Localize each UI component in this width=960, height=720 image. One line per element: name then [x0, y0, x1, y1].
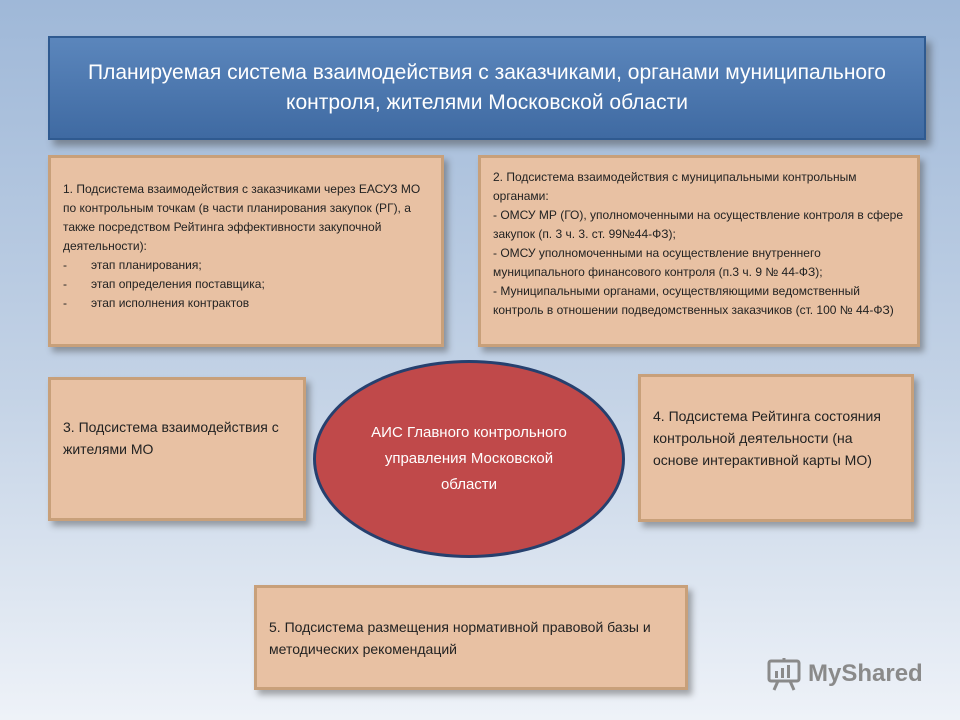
subsystem-5-text: 5. Подсистема размещения нормативной правовой базы и методических рекомендаций [269, 619, 651, 657]
subsystem-4-text: 4. Подсистема Рейтинга состояния контрольной деятельности (на основе интерактивной карты МО) [653, 408, 881, 468]
center-system-text: АИС Главного контрольного управления Московской области [371, 424, 567, 493]
subsystem-2-line: - ОМСУ МР (ГО), уполномоченными на осуществление контроля в сфере закупок (п. 3 ч. 3. ст. 99№44-ФЗ); [493, 208, 904, 241]
watermark-text: MyShared [808, 660, 923, 687]
watermark-logo [766, 654, 923, 694]
subsystem-1-list [63, 256, 429, 313]
slide-title-text: Планируемая система взаимодействия с заказчиками, органами муниципального контроля, жителями Московской области [88, 61, 886, 114]
subsystem-2-line: - Муниципальными органами, осуществляющими ведомственный контроль в отношении подведомственных заказчиков (ст. 100 № 44-ФЗ) [493, 284, 894, 317]
presentation-board-icon [766, 657, 802, 691]
list-item: - этап определения поставщика; [63, 275, 429, 294]
subsystem-2-box [478, 155, 920, 347]
subsystem-3-box [48, 377, 306, 521]
list-item: - этап планирования; [63, 256, 429, 275]
subsystem-3-text: 3. Подсистема взаимодействия с жителями МО [63, 419, 279, 457]
center-system-ellipse [313, 360, 625, 558]
subsystem-2-line: - ОМСУ уполномоченными на осуществление внутреннего муниципального финансового контроля (п.3 ч. 9 № 44-ФЗ); [493, 246, 823, 279]
subsystem-1-box [48, 155, 444, 347]
subsystem-5-box [254, 585, 688, 690]
list-item: - этап исполнения контрактов [63, 294, 429, 313]
subsystem-1-text: 1. Подсистема взаимодействия с заказчиками через ЕАСУЗ МО по контрольным точкам (в части планирования закупок (РГ), а также посредством Рейтинга эффективности закупочной деятельности): [63, 182, 421, 253]
slide-title [48, 36, 926, 140]
subsystem-2-line: 2. Подсистема взаимодействия с муниципальными контрольным органами: [493, 170, 857, 203]
subsystem-4-box [638, 374, 914, 522]
